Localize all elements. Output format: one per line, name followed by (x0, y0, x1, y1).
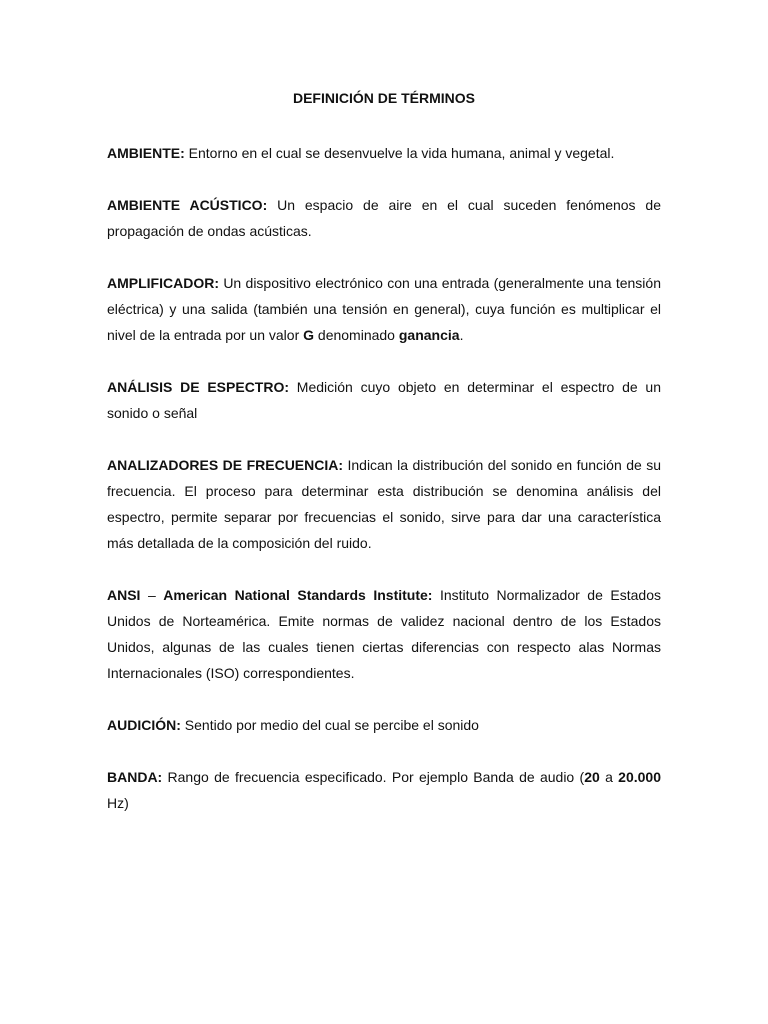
term-separator: – (140, 587, 164, 603)
term-definition: Hz) (107, 795, 129, 811)
entry-ambiente (107, 140, 661, 166)
term-definition: Sentido por medio del cual se percibe el sonido (180, 717, 479, 733)
term-definition: Rango de frecuencia especificado. Por ejemplo Banda de audio ( (162, 769, 585, 785)
term-label: ANSI (107, 587, 141, 603)
document-title: DEFINICIÓN DE TÉRMINOS (292, 90, 475, 106)
document-page (107, 88, 661, 842)
term-definition: . (459, 327, 464, 343)
term-emphasis: 20.000 (618, 769, 661, 785)
term-label: BANDA: (107, 769, 163, 785)
term-emphasis: G (303, 327, 315, 343)
entry-banda (107, 764, 661, 816)
term-label: AMBIENTE ACÚSTICO: (107, 197, 268, 213)
term-label: ANALIZADORES DE FRECUENCIA: (107, 457, 344, 473)
term-label: American National Standards Institute: (163, 587, 433, 603)
term-definition: Instituto Normalizador de Estados Unidos de Norteamérica. Emite normas de validez nacional dentro de los Estados Unidos, algunas de las cuales tienen ciertas diferencias con respecto alas Normas Internacionales (ISO) correspondientes. (107, 587, 661, 681)
term-definition: Medición cuyo objeto en determinar el espectro de un sonido o señal (107, 379, 661, 421)
term-label: AMBIENTE: (107, 145, 185, 161)
term-definition: Un espacio de aire en el cual suceden fenómenos de propagación de ondas acústicas. (107, 197, 661, 239)
term-label: AUDICIÓN: (107, 717, 181, 733)
entry-audicion (107, 712, 661, 738)
term-definition: Indican la distribución del sonido en función de su frecuencia. El proceso para determinar esta distribución se denomina análisis del espectro, permite separar por frecuencias el sonido, sirve para dar una característica más detallada de la composición del ruido. (107, 457, 662, 551)
term-label: ANÁLISIS DE ESPECTRO: (107, 379, 290, 395)
entry-ambiente-acustico (107, 192, 661, 244)
term-definition: denominado (314, 327, 399, 343)
term-label: AMPLIFICADOR: (107, 275, 219, 291)
term-definition: a (599, 769, 619, 785)
entry-ansi (107, 582, 661, 686)
term-emphasis: ganancia (398, 327, 460, 343)
entry-amplificador (107, 270, 661, 348)
term-emphasis: 20 (584, 769, 600, 785)
entry-analizadores-de-frecuencia (107, 452, 661, 556)
term-definition: Un dispositivo electrónico con una entrada (generalmente una tensión eléctrica) y una salida (también una tensión en general), cuya función es multiplicar el nivel de la entrada por un valor (107, 275, 661, 343)
entry-analisis-de-espectro (107, 374, 661, 426)
term-definition: Entorno en el cual se desenvuelve la vida humana, animal y vegetal. (184, 145, 615, 161)
